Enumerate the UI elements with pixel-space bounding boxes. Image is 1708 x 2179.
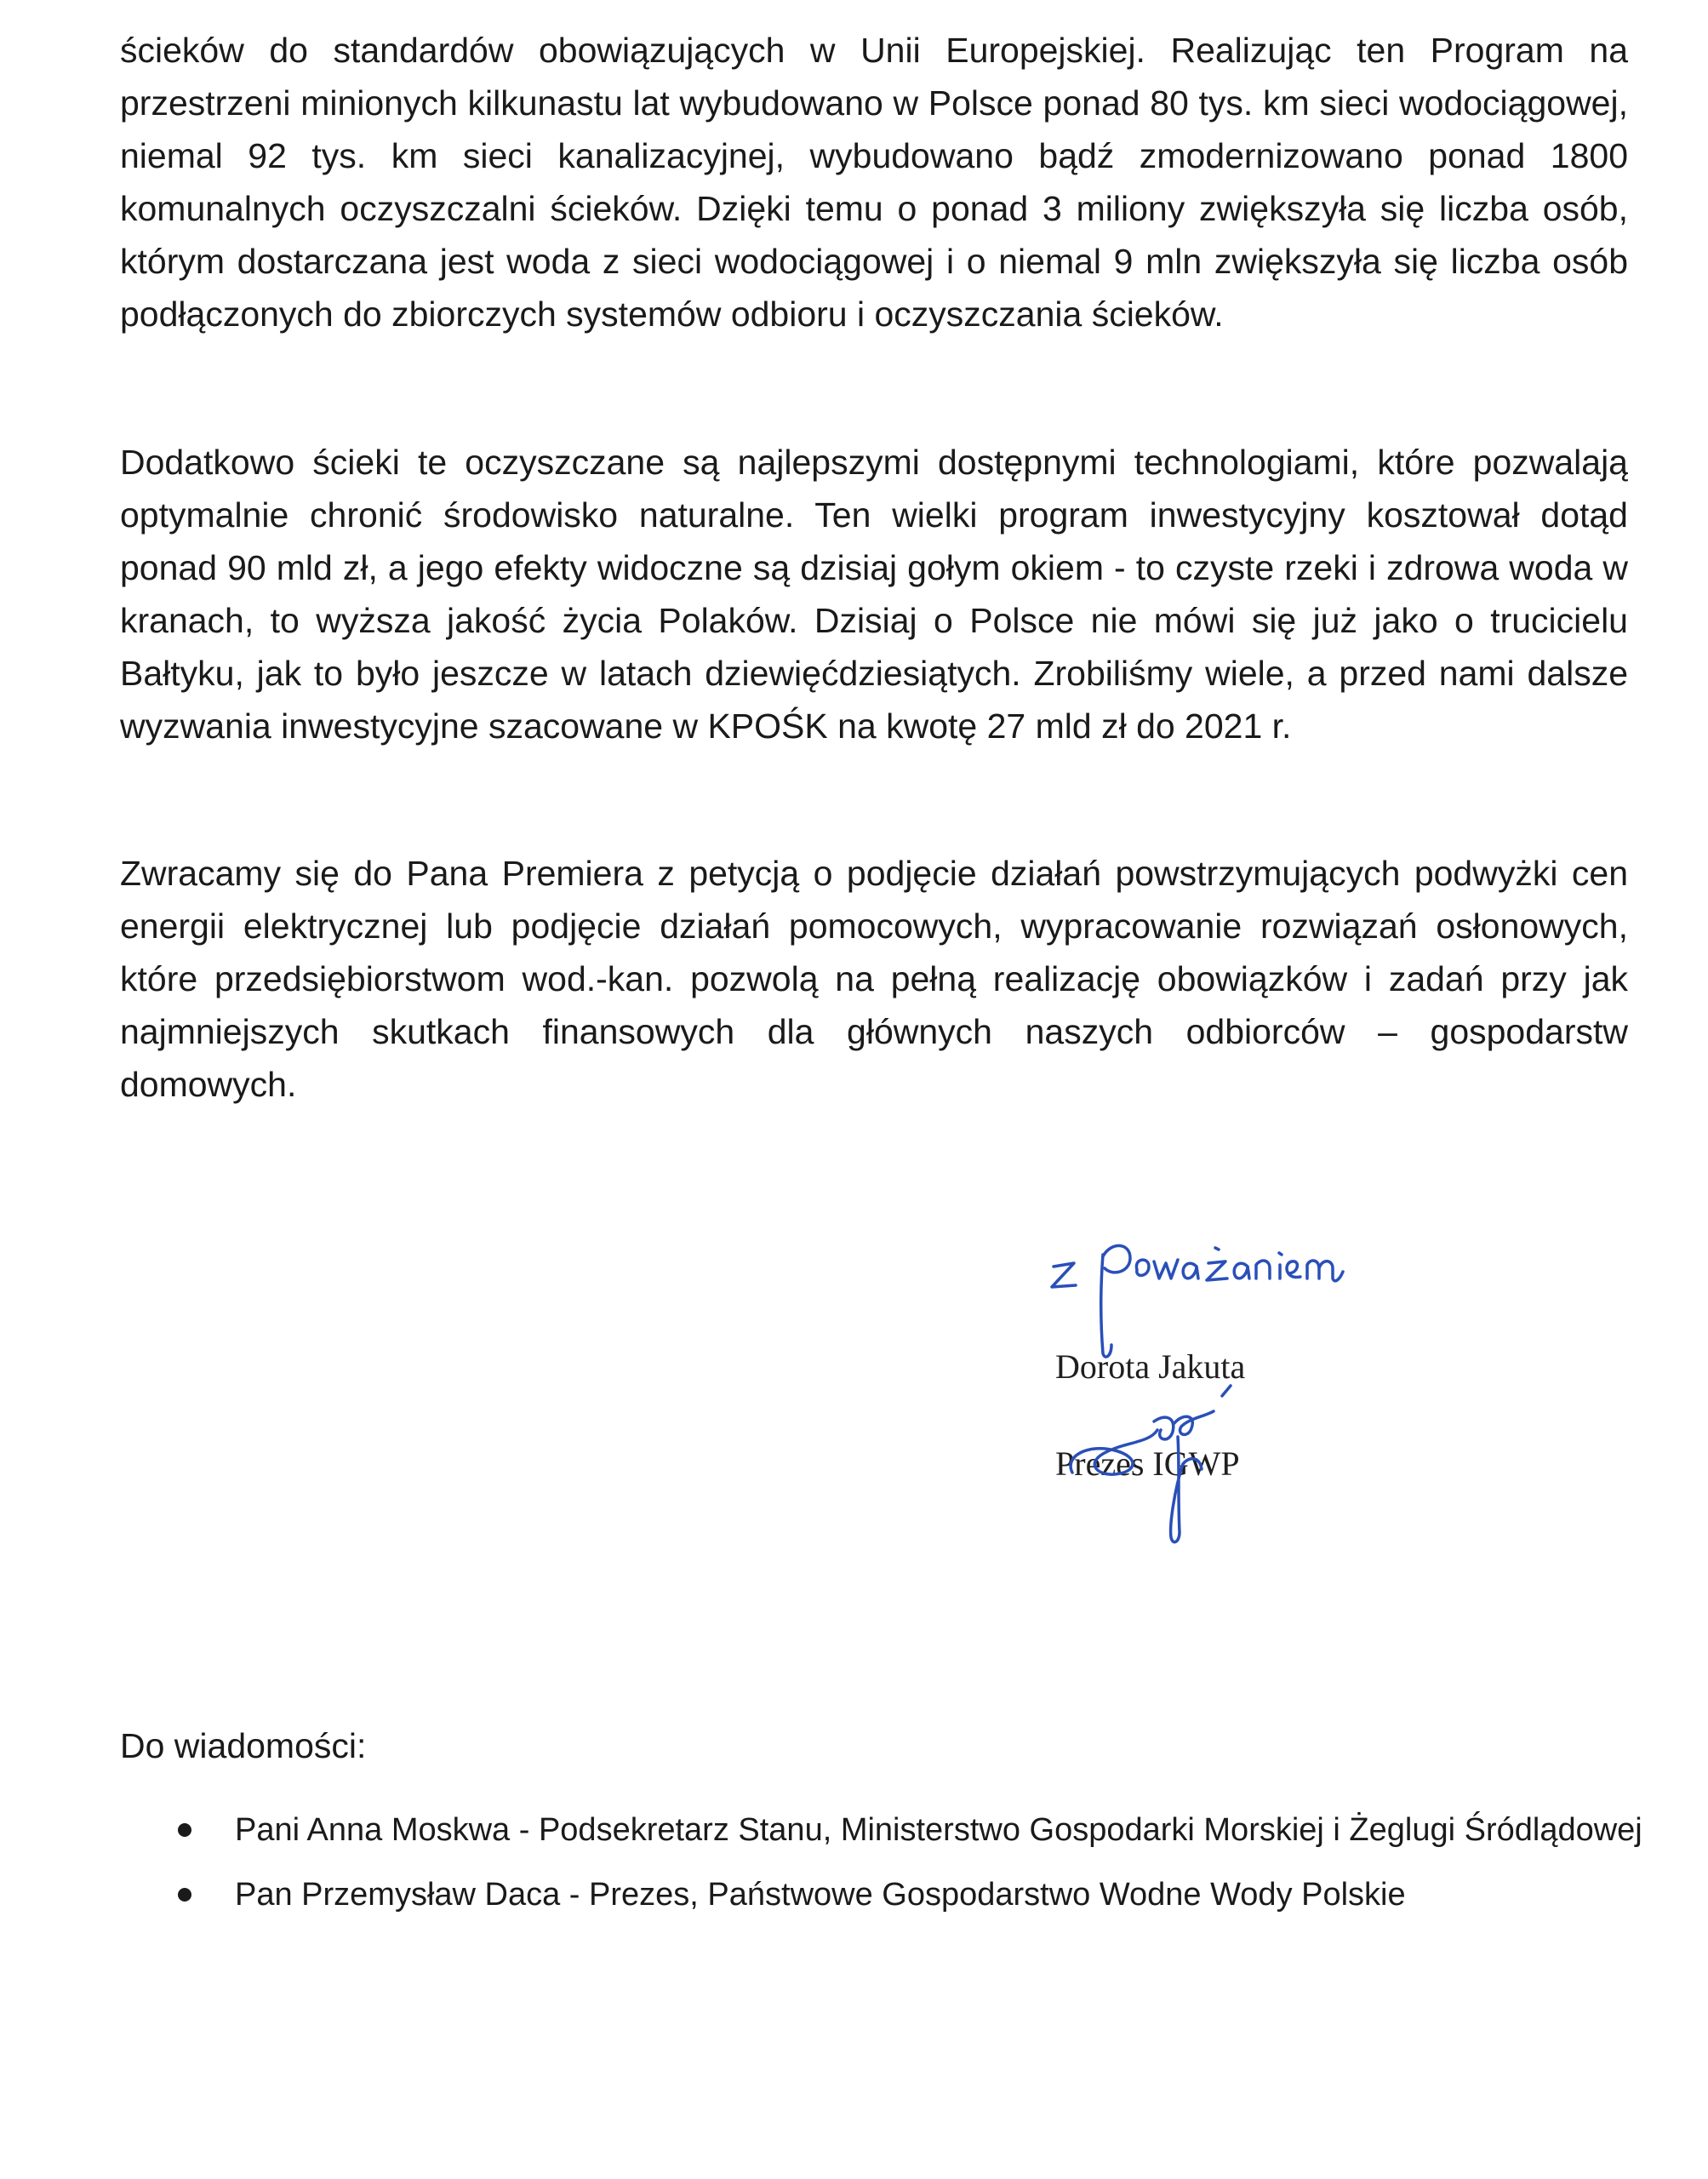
body-paragraph-2: Dodatkowo ścieki te oczyszczane są najlepszymi dostępnymi technologiami, które pozwalają optymalnie chronić środowisko naturalne. Ten wielki program inwestycyjny kosztował dotąd ponad 90 mld zł, a jego efekty widoczne są dzisiaj gołym okiem - to czyste rzeki i zdrowa woda w kranach, to wyższa jakość życia Polaków. Dzisiaj o Polsce nie mówi się już jako o trucicielu Bałtyku, jak to było jeszcze w latach dziewięćdziesiątych. Zrobiliśmy wiele, a przed nami dalsze wyzwania inwestycyjne szacowane w KPOŚK na kwotę 27 mld zł do 2021 r. — [120, 443, 1628, 746]
signer-name: Dorota Jakuta — [1055, 1347, 1246, 1386]
distribution-item — [120, 1804, 1643, 1856]
distribution-list — [120, 1804, 1643, 1934]
distribution-item — [120, 1869, 1643, 1920]
bullet-icon — [178, 1888, 191, 1902]
recipient-text: Pani Anna Moskwa - Podsekretarz Stanu, Ministerstwo Gospodarki Morskiej i Żeglugi Śródlądowej — [235, 1812, 1642, 1848]
bullet-icon — [178, 1823, 191, 1837]
body-paragraph-1: ścieków do standardów obowiązujących w Unii Europejskiej. Realizując ten Program na przestrzeni minionych kilkunastu lat wybudowano w Polsce ponad 80 tys. km sieci wodociągowej, niemal 92 tys. km sieci kanalizacyjnej, wybudowano bądź zmodernizowano ponad 1800 komunalnych oczyszczalni ścieków. Dzięki temu o ponad 3 miliony zwiększyła się liczba osób, którym dostarczana jest woda z sieci wodociągowej i o niemal 9 mln zwiększyła się liczba osób podłączonych do zbiorczych systemów odbioru i oczyszczania ścieków. — [120, 31, 1628, 334]
handwritten-autograph — [1055, 1362, 1294, 1558]
distribution-heading: Do wiadomości: — [120, 1726, 367, 1765]
recipient-text: Pan Przemysław Daca - Prezes, Państwowe Gospodarstwo Wodne Wody Polskie — [235, 1877, 1406, 1913]
signer-role: Prezes IGWP — [1055, 1444, 1240, 1483]
body-paragraph-3: Zwracamy się do Pana Premiera z petycją o podjęcie działań powstrzymujących podwyżki cen energii elektrycznej lub podjęcie działań pomocowych, wypracowanie rozwiązań osłonowych, które przedsiębiorstwom wod.-kan. pozwolą na pełną realizację obowiązków i zadań przy jak najmniejszych skutkach finansowych dla głównych naszych odbiorców – gospodarstw domowych. — [120, 854, 1628, 1104]
